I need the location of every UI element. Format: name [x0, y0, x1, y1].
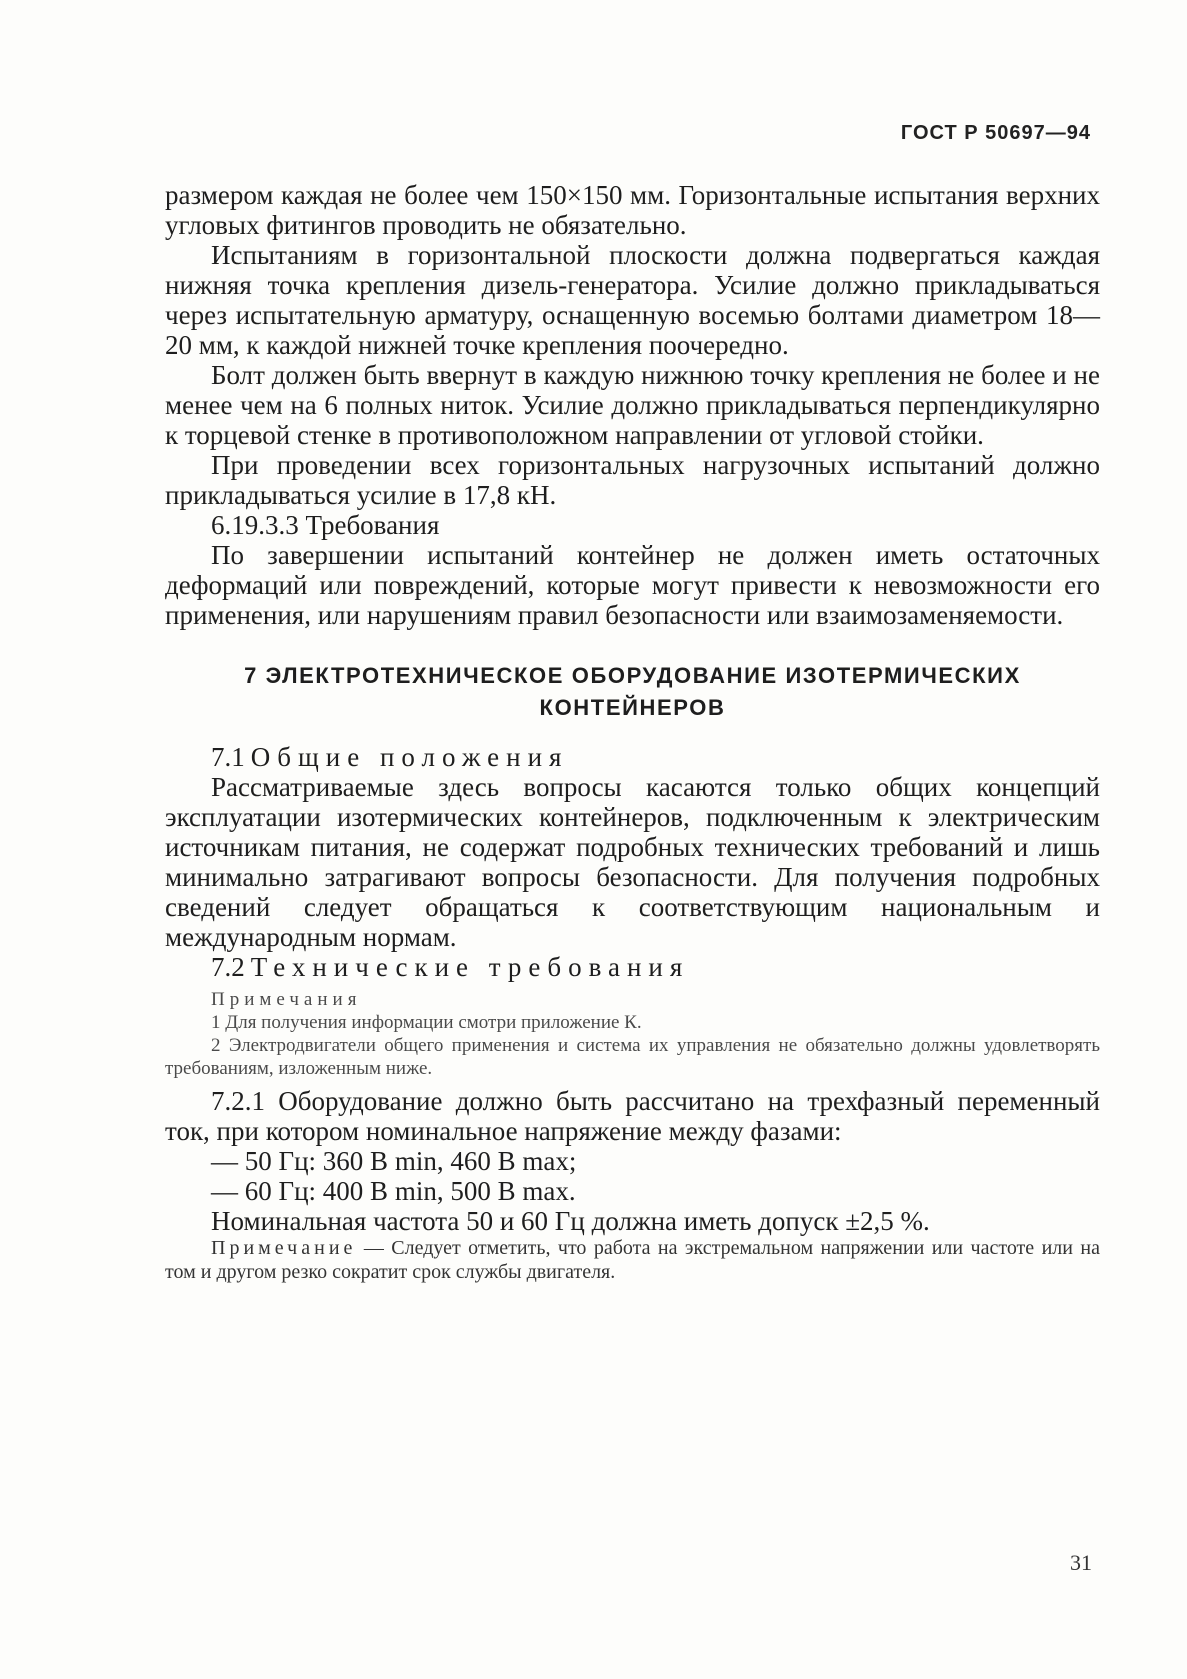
voltage-item-50hz: — 50 Гц: 360 В min, 460 В max;: [211, 1146, 577, 1176]
voltage-item-60hz: — 60 Гц: 400 В min, 500 В max.: [211, 1176, 576, 1206]
subsection-7-2-title: Технические требования: [250, 952, 690, 982]
notes-title: Примечания: [211, 989, 362, 1010]
document-body: [165, 180, 1100, 1284]
note-2: 2 Электродвигатели общего применения и система их управления не обязательно должны удовлетворять требованиям, изложенным ниже.: [165, 1035, 1100, 1079]
clause-7-2-1: 7.2.1 Оборудование должно быть рассчитано на трехфазный переменный ток, при котором номинальное напряжение между фазами:: [165, 1086, 1100, 1146]
final-note: [165, 1236, 1100, 1284]
section-7-title-line1: 7 ЭЛЕКТРОТЕХНИЧЕСКОЕ ОБОРУДОВАНИЕ ИЗОТЕРМИЧЕСКИХ: [244, 663, 1021, 688]
subsection-7-2-number: 7.2: [211, 952, 245, 982]
paragraph: размером каждая не более чем 150×150 мм. Горизонтальные испытания верхних угловых фитингов проводить не обязательно.: [165, 180, 1100, 240]
subsection-7-1-text: Рассматриваемые здесь вопросы касаются только общих концепций эксплуатации изотермических контейнеров, подключенным к электрическим источникам питания, не содержат подробных технических требований и лишь минимально затрагивают вопросы безопасности. Для получения подробных сведений следует обращаться к соответствующим национальным и международным нормам.: [165, 772, 1100, 952]
final-note-text: — Следует отметить, что работа на экстремальном напряжении или частоте или на том и другом резко сократит срок службы двигателя.: [165, 1237, 1100, 1283]
frequency-tolerance: Номинальная частота 50 и 60 Гц должна иметь допуск ±2,5 %.: [211, 1206, 930, 1236]
subsection-7-1-heading: [165, 742, 1100, 772]
final-note-label: Примечание: [211, 1237, 357, 1259]
section-7-title-line2: КОНТЕЙНЕРОВ: [539, 695, 726, 720]
paragraph: Испытаниям в горизонтальной плоскости должна подвергаться каждая нижняя точка крепления дизель-генератора. Усилие должно прикладываться через испытательную арматуру, оснащенную восемью болтами диаметром 18—20 мм, к каждой нижней точке крепления поочередно.: [165, 240, 1100, 360]
standard-header: ГОСТ Р 50697—94: [900, 122, 1091, 144]
notes-block: [165, 988, 1100, 1080]
paragraph: Болт должен быть ввернут в каждую нижнюю точку крепления не более и не менее чем на 6 полных ниток. Усилие должно прикладываться перпендикулярно к торцевой стенке в противоположном направлении от угловой стойки.: [165, 360, 1100, 450]
paragraph: По завершении испытаний контейнер не должен иметь остаточных деформаций или повреждений, которые могут привести к невозможности его применения, или нарушениям правил безопасности или взаимозаменяемости.: [165, 540, 1100, 630]
clause-heading-6-19-3-3: 6.19.3.3 Требования: [211, 510, 440, 540]
subsection-7-1-number: 7.1: [211, 742, 245, 772]
paragraph: При проведении всех горизонтальных нагрузочных испытаний должно прикладываться усилие в 17,8 кН.: [165, 450, 1100, 510]
subsection-7-2-heading: [165, 952, 1100, 982]
page-number: 31: [1070, 1550, 1092, 1575]
note-1: 1 Для получения информации смотри приложение К.: [211, 1012, 642, 1033]
section-7-title: [165, 660, 1100, 724]
subsection-7-1-title: Общие положения: [250, 742, 569, 772]
